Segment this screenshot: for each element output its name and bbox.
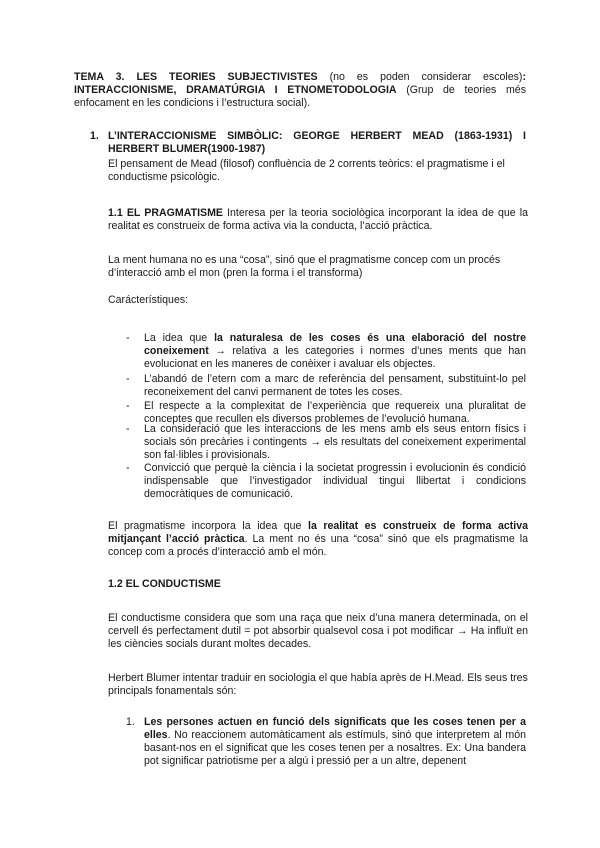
- bullet-dash: -: [126, 462, 130, 474]
- bullet-post: → relativa a les categories i normes d’unes ments que han evolucionat en les maneres de conèixer i avaluar els objectes.: [144, 345, 526, 370]
- principle-number: 1.: [126, 716, 135, 728]
- section1-intro: El pensament de Mead (filosof) confluència de 2 corrents teòrics: el pragmatisme i el conductisme psicològic.: [108, 158, 505, 183]
- conductisme-para2: Herbert Blumer intentar traduir en sociologia el que había après de H.Mead. Els seus tres principals fonamentals són:: [108, 672, 528, 697]
- pragmatisme-heading: 1.1 EL PRAGMATISME: [108, 207, 223, 219]
- bullet-text: [144, 332, 526, 371]
- bullet-dash: -: [126, 332, 130, 344]
- section1-number: 1.: [90, 130, 99, 142]
- conclusion-bold: la realitat es construeix de forma activa mitjançant l’acció pràctica: [108, 520, 528, 545]
- caracteristiques-label: Carácterístiques:: [108, 294, 189, 306]
- bullet-pre: La idea que: [144, 332, 215, 344]
- bullet-text: L’abandó de l’etern com a marc de referència del pensament, substituint-lo pel reconeixement del canvi permanent de totes les coses.: [144, 373, 526, 398]
- bullet-dash: -: [126, 373, 130, 385]
- tema-title: TEMA 3. LES TEORIES SUBJECTIVISTES: [74, 71, 318, 83]
- principle-bold: Les persones actuen en funció dels significats que les coses tenen per a elles: [144, 716, 526, 741]
- tema-colon: :: [522, 71, 526, 83]
- bullet-text: El respecte a la complexitat de l’experiència que requereix una pluralitat de conceptes que recullen els diversos problemes de l’evolució humana.: [144, 400, 526, 425]
- tema-header: [74, 71, 526, 110]
- conclusion-post: . La ment no és una “cosa” sinó que els pragmatisme la concep com a procés d’interacció amb el món.: [108, 533, 528, 558]
- principle-body: . No reaccionem automàticament als estímuls, sinó que interpretem al món basant-nos en el significat que les coses tenen per a nosaltres. Ex: Una bandera pot significar patriotisme per a algú i pressió per a un altre, depenent: [144, 729, 526, 767]
- tema-subtitle: INTERACCIONISME, DRAMATÚRGIA I ETNOMETODOLOGIA: [74, 84, 397, 96]
- bullet-dash: -: [126, 423, 130, 435]
- bullet-dash: -: [126, 400, 130, 412]
- pragmatisme-paragraph: [108, 207, 528, 233]
- pragmatisme-text: Interesa per la teoria sociològica incorporant la idea de que la realitat es construeix de forma activa via la conducta, l’acció pràctica.: [108, 207, 528, 232]
- tema-subtitle-note: (Grup de teories més enfocament en les condicions i l’estructura social).: [74, 84, 526, 109]
- principle-text: [144, 716, 526, 768]
- conductisme-heading: 1.2 EL CONDUCTISME: [108, 578, 221, 590]
- conclusion-pre: El pragmatisme incorpora la idea que: [108, 520, 308, 532]
- bullet-text: La consideració que les interaccions de les mens amb els seus entorn físics i socials són precàries i contingents → els resultats del coneixement experimental son fal·libles i provisionals.: [144, 423, 526, 461]
- tema-title-note: (no es poden considerar escoles): [317, 71, 523, 83]
- pragmatisme-para2: La ment humana no es una “cosa”, sinó que el pragmatisme concep com un procés d’interacció amb el mon (pren la forma i el transforma): [108, 254, 501, 279]
- bullet-text: Convicció que perquè la ciència i la societat progressin i evolucionin és condició indispensable que l’investigador individual tingui llibertat i condicions democràtiques de comunicació.: [144, 462, 526, 500]
- pragmatisme-conclusion: [108, 520, 528, 559]
- conductisme-para1: El conductisme considera que som una raça que neix d’una manera determinada, on el cervell és perfectament dutil = pot absorbir qualsevol cosa i pot modificar → Ha influït en les ciències socials durant moltes decades.: [108, 612, 528, 650]
- section1-heading: L’INTERACCIONISME SIMBÒLIC: GEORGE HERBERT MEAD (1863-1931) I HERBERT BLUMER(1900-1987): [108, 130, 526, 155]
- bullet-bold: la naturalesa de les coses és una elaboració del nostre coneixement: [144, 332, 526, 357]
